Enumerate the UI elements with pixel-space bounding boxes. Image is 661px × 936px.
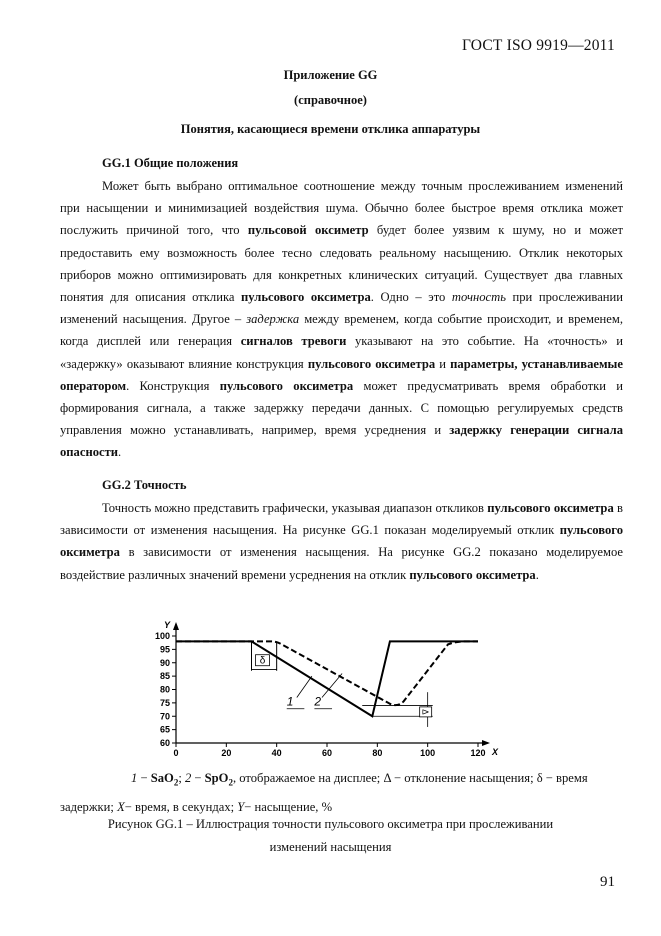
x-tick-label: 80 — [372, 748, 383, 758]
series-2-leader — [322, 673, 342, 697]
annex-subtitle: (справочное) — [294, 93, 367, 107]
section-1-title: GG.1 Общие положения — [102, 156, 239, 170]
x-tick-label: 40 — [271, 748, 282, 758]
annex-heading: Понятия, касающиеся времени отклика аппаратуры — [180, 122, 481, 136]
x-tick-label: 100 — [420, 748, 436, 758]
figure-caption-line-1: Рисунок GG.1 – Иллюстрация точности пульсового оксиметра при прослеживании — [107, 817, 554, 831]
deviation-label: Δ — [420, 709, 430, 715]
standard-number: ГОСТ ISO 9919—2011 — [461, 37, 615, 54]
x-tick-label: 60 — [321, 748, 333, 758]
y-axis-arrow-icon — [173, 622, 179, 630]
x-axis-arrow-icon — [482, 740, 490, 746]
y-tick-label: 70 — [159, 711, 170, 722]
x-tick-label: 120 — [470, 748, 486, 758]
series-2-line — [176, 641, 478, 705]
section-2-paragraph: Точность можно представить графически, указывая диапазон откликов пульсового оксиметра в зависимости от изменения насыщения. На рисунке GG.1 показан моделируемый отклик пульсового оксиметра в зависимости от изменения насыщения. На рисунке GG.2 показано моделируемое воздействие различных значений времени усреднения на отклик пульсового оксиметра. — [60, 501, 624, 582]
series-2-label: 2 — [314, 694, 322, 709]
x-tick-label: 20 — [221, 748, 232, 758]
section-1-paragraph: Может быть выбрано оптимальное соотношение между точным прослеживанием изменений при насыщении и минимизацией воздействия шума. Обычно более быстрое время отклика может послужить причиной того, что пульсовой оксиметр будет более уязвим к шуму, но и может предоставить ему возможность более тесно следовать реальному насыщению. Отклик некоторых приборов можно оптимизировать для конкретных клинических ситуаций. Существует два главных понятия для описания отклика пульсового оксиметра. Одно – это точность при прослеживании изменений насыщения. Другое – задержка между временем, когда событие происходит, и временем, когда дисплей или генерация сигналов тревоги указывают на это событие. На «точность» и «задержку» оказывают влияние конструкция пульсового оксиметра и параметры, устанавливаемые оператором. Конструкция пульсового оксиметра может предусматривать время обработки и формирования сигнала, а также задержку передачи данных. С помощью регулируемых средств управления можно устанавливать, например, время усреднения и задержку генерации сигнала опасности. — [60, 179, 624, 460]
series-1-line — [176, 641, 478, 716]
figure-caption-line-2: изменений насыщения — [269, 840, 392, 854]
x-axis-label: X — [492, 747, 499, 757]
y-tick-label: 60 — [159, 738, 170, 748]
y-tick-label: 90 — [159, 657, 170, 668]
series-1-leader — [297, 676, 312, 697]
y-tick-label: 80 — [159, 684, 170, 695]
x-tick-label: 0 — [173, 748, 179, 758]
figure-legend: 1 − SaO$_2$; 2 − SpO$_2$, отображаемое на дисплее; Δ − отклонение насыщения; δ − время задержки; X− время, в секундах; Y− насыщение, % — [60, 771, 588, 814]
y-tick-label: 85 — [159, 671, 170, 682]
page-number: 91 — [600, 874, 615, 890]
y-axis-label: Y — [164, 620, 171, 630]
series-1-label: 1 — [286, 694, 294, 709]
annex-title: Приложение GG — [283, 68, 378, 82]
section-2-title: GG.2 Точность — [102, 478, 187, 492]
delay-label: δ — [259, 655, 266, 667]
y-tick-label: 65 — [159, 724, 170, 735]
y-tick-label: 75 — [159, 697, 170, 708]
y-tick-label: 100 — [154, 631, 170, 641]
y-tick-label: 95 — [159, 644, 170, 655]
